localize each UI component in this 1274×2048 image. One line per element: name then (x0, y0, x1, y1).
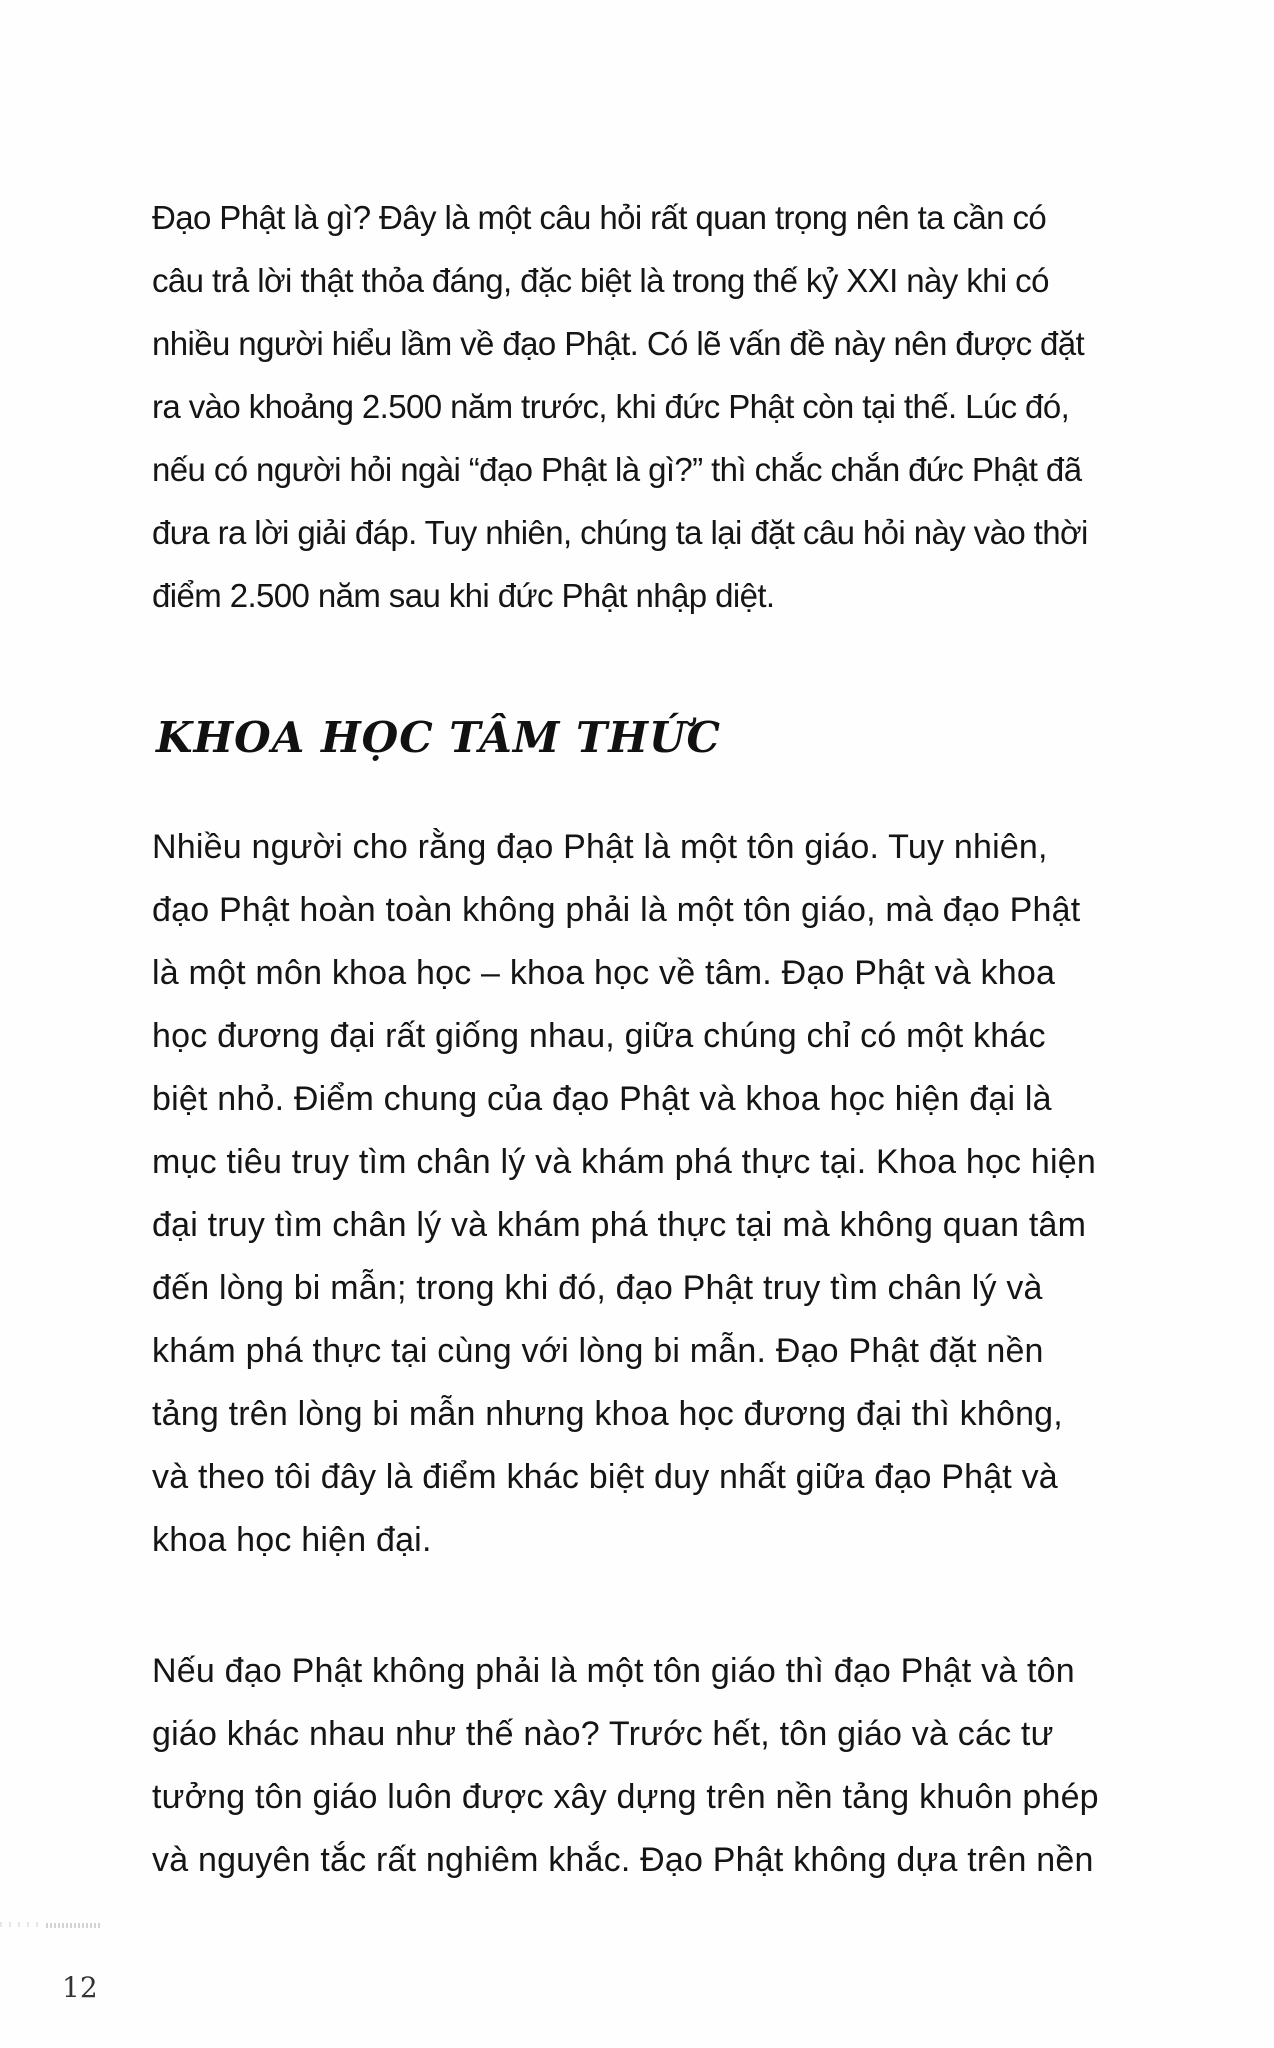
text-line: nếu có người hỏi ngài “đạo Phật là gì?” thì chắc chắn đức Phật đã (152, 451, 1082, 488)
section-heading: KHOA HỌC TÂM THỨC (156, 713, 721, 762)
text-line: biệt nhỏ. Điểm chung của đạo Phật và khoa học hiện đại là (152, 1080, 1052, 1118)
text-line: đưa ra lời giải đáp. Tuy nhiên, chúng ta lại đặt câu hỏi này vào thời (152, 514, 1088, 551)
text-line: khoa học hiện đại. (152, 1521, 432, 1559)
text-line: ra vào khoảng 2.500 năm trước, khi đức Phật còn tại thế. Lúc đó, (152, 388, 1070, 425)
text-line: và nguyên tắc rất nghiêm khắc. Đạo Phật không dựa trên nền (152, 1841, 1094, 1879)
section-paragraph-2 (152, 1640, 1242, 1892)
text-line: là một môn khoa học – khoa học về tâm. Đạo Phật và khoa (152, 954, 1056, 992)
text-line: học đương đại rất giống nhau, giữa chúng chỉ có một khác (152, 1017, 1046, 1055)
text-line: nhiều người hiểu lầm về đạo Phật. Có lẽ vấn đề này nên được đặt (152, 325, 1085, 362)
text-line: Nếu đạo Phật không phải là một tôn giáo thì đạo Phật và tôn (152, 1652, 1075, 1690)
intro-paragraph (152, 186, 1242, 627)
page-number: 12 (62, 1971, 98, 2004)
text-line: tảng trên lòng bi mẫn nhưng khoa học đương đại thì không, (152, 1395, 1063, 1433)
text-line: giáo khác nhau như thế nào? Trước hết, tôn giáo và các tư (152, 1715, 1054, 1753)
text-line: Đạo Phật là gì? Đây là một câu hỏi rất quan trọng nên ta cần có (152, 199, 1047, 236)
text-line: điểm 2.500 năm sau khi đức Phật nhập diệt. (152, 577, 775, 614)
text-line: đại truy tìm chân lý và khám phá thực tại mà không quan tâm (152, 1206, 1087, 1244)
text-line: Nhiều người cho rằng đạo Phật là một tôn giáo. Tuy nhiên, (152, 828, 1048, 866)
text-line: đạo Phật hoàn toàn không phải là một tôn giáo, mà đạo Phật (152, 891, 1081, 929)
text-line: tưởng tôn giáo luôn được xây dựng trên nền tảng khuôn phép (152, 1778, 1099, 1816)
text-line: và theo tôi đây là điểm khác biệt duy nhất giữa đạo Phật và (152, 1458, 1058, 1496)
text-line: đến lòng bi mẫn; trong khi đó, đạo Phật truy tìm chân lý và (152, 1269, 1043, 1307)
margin-artifact (0, 1922, 44, 1927)
text-line: câu trả lời thật thỏa đáng, đặc biệt là trong thế kỷ XXI này khi có (152, 262, 1049, 299)
text-line: mục tiêu truy tìm chân lý và khám phá thực tại. Khoa học hiện (152, 1143, 1096, 1181)
section-paragraph-1 (152, 816, 1242, 1572)
margin-artifact (46, 1923, 100, 1928)
text-line: khám phá thực tại cùng với lòng bi mẫn. Đạo Phật đặt nền (152, 1332, 1044, 1370)
